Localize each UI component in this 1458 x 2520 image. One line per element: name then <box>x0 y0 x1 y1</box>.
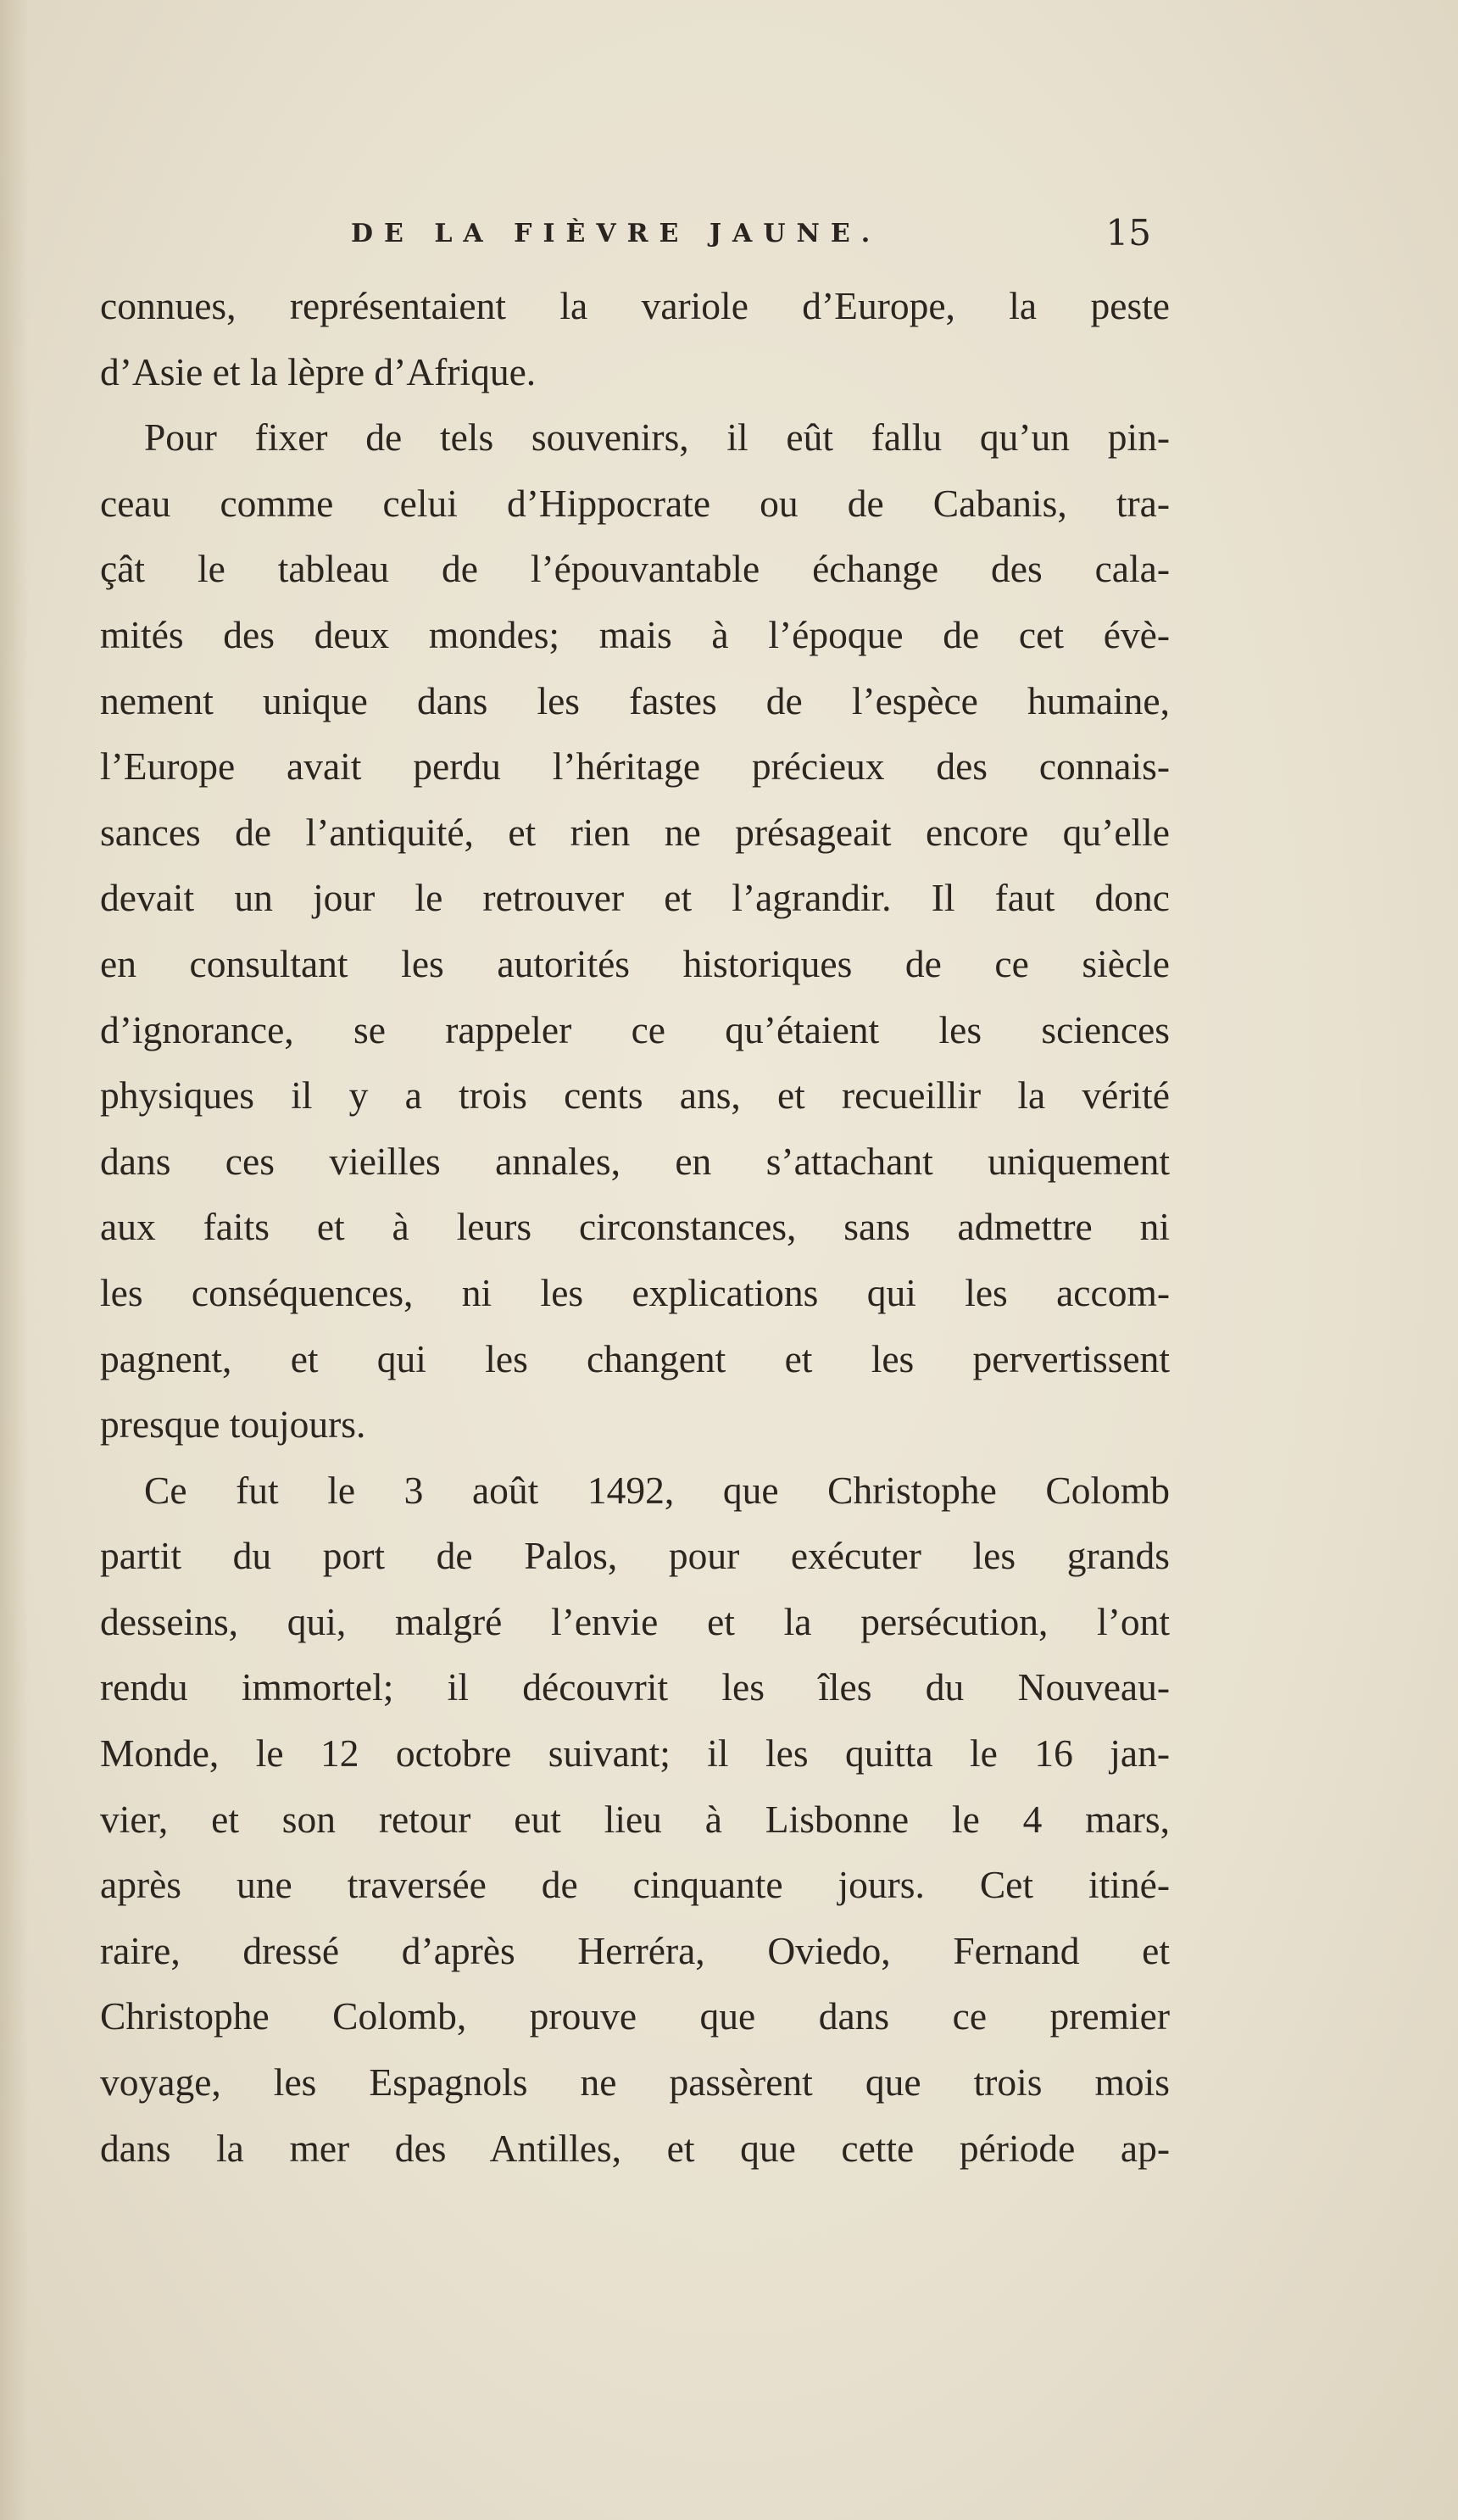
text-line: devait un jour le retrouver et l’agrandir. Il faut donc <box>100 876 1170 920</box>
text-line: les conséquences, ni les explications qui les accom- <box>100 1270 1170 1314</box>
text-line: connues, représentaient la variole d’Europe, la peste <box>100 284 1170 327</box>
text-line: dans ces vieilles annales, en s’attachant uniquement <box>100 1139 1170 1183</box>
text-line: pagnent, et qui les changent et les pervertissent <box>100 1336 1170 1380</box>
text-line: ceau comme celui d’Hippocrate ou de Cabanis, tra- <box>100 481 1170 525</box>
page-number: 15 <box>1105 212 1151 254</box>
text-line: l’Europe avait perdu l’héritage précieux des connais- <box>100 744 1170 789</box>
text-line: presque toujours. <box>100 1402 366 1447</box>
text-line: vier, et son retour eut lieu à Lisbonne le 4 mars, <box>100 1797 1170 1841</box>
page-header <box>100 212 1170 263</box>
text-line: Monde, le 12 octobre suivant; il les quitta le 16 jan- <box>100 1731 1170 1776</box>
text-line: d’Asie et la lèpre d’Afrique. <box>100 349 537 393</box>
text-line: nement unique dans les fastes de l’espèce humaine, <box>100 678 1170 722</box>
body-text <box>100 273 1170 2181</box>
text-line: raire, dressé d’après Herréra, Oviedo, Fernand et <box>100 1928 1170 1972</box>
text-line: voyage, les Espagnols ne passèrent que trois mois <box>100 2060 1170 2105</box>
text-line: sances de l’antiquité, et rien ne présageait encore qu’elle <box>100 810 1170 854</box>
text-line: après une traversée de cinquante jours. Cet itiné- <box>100 1863 1170 1907</box>
text-line: physiques il y a trois cents ans, et recueillir la vérité <box>100 1073 1170 1118</box>
text-line: dans la mer des Antilles, et que cette période ap- <box>100 2126 1170 2170</box>
text-line: aux faits et à leurs circonstances, sans admettre ni <box>100 1205 1170 1249</box>
text-line: Pour fixer de tels souvenirs, il eût fallu qu’un pin- <box>144 415 1170 460</box>
text-line: Christophe Colomb, prouve que dans ce premier <box>100 1994 1170 2038</box>
text-line: rendu immortel; il découvrit les îles du Nouveau- <box>100 1665 1170 1709</box>
text-line: d’ignorance, se rappeler ce qu’étaient les sciences <box>100 1007 1170 1051</box>
text-line: mités des deux mondes; mais à l’époque de cet évè- <box>100 612 1170 656</box>
text-line: Ce fut le 3 août 1492, que Christophe Colomb <box>144 1468 1170 1512</box>
text-line: en consultant les autorités historiques de ce siècle <box>100 941 1170 985</box>
page-gutter-shadow <box>0 0 29 2520</box>
text-line: desseins, qui, malgré l’envie et la persécution, l’ont <box>100 1599 1170 1643</box>
text-line: çât le tableau de l’épouvantable échange des cala- <box>100 547 1170 591</box>
running-head: DE LA FIÈVRE JAUNE. <box>351 219 882 248</box>
text-line: partit du port de Palos, pour exécuter les grands <box>100 1534 1170 1578</box>
